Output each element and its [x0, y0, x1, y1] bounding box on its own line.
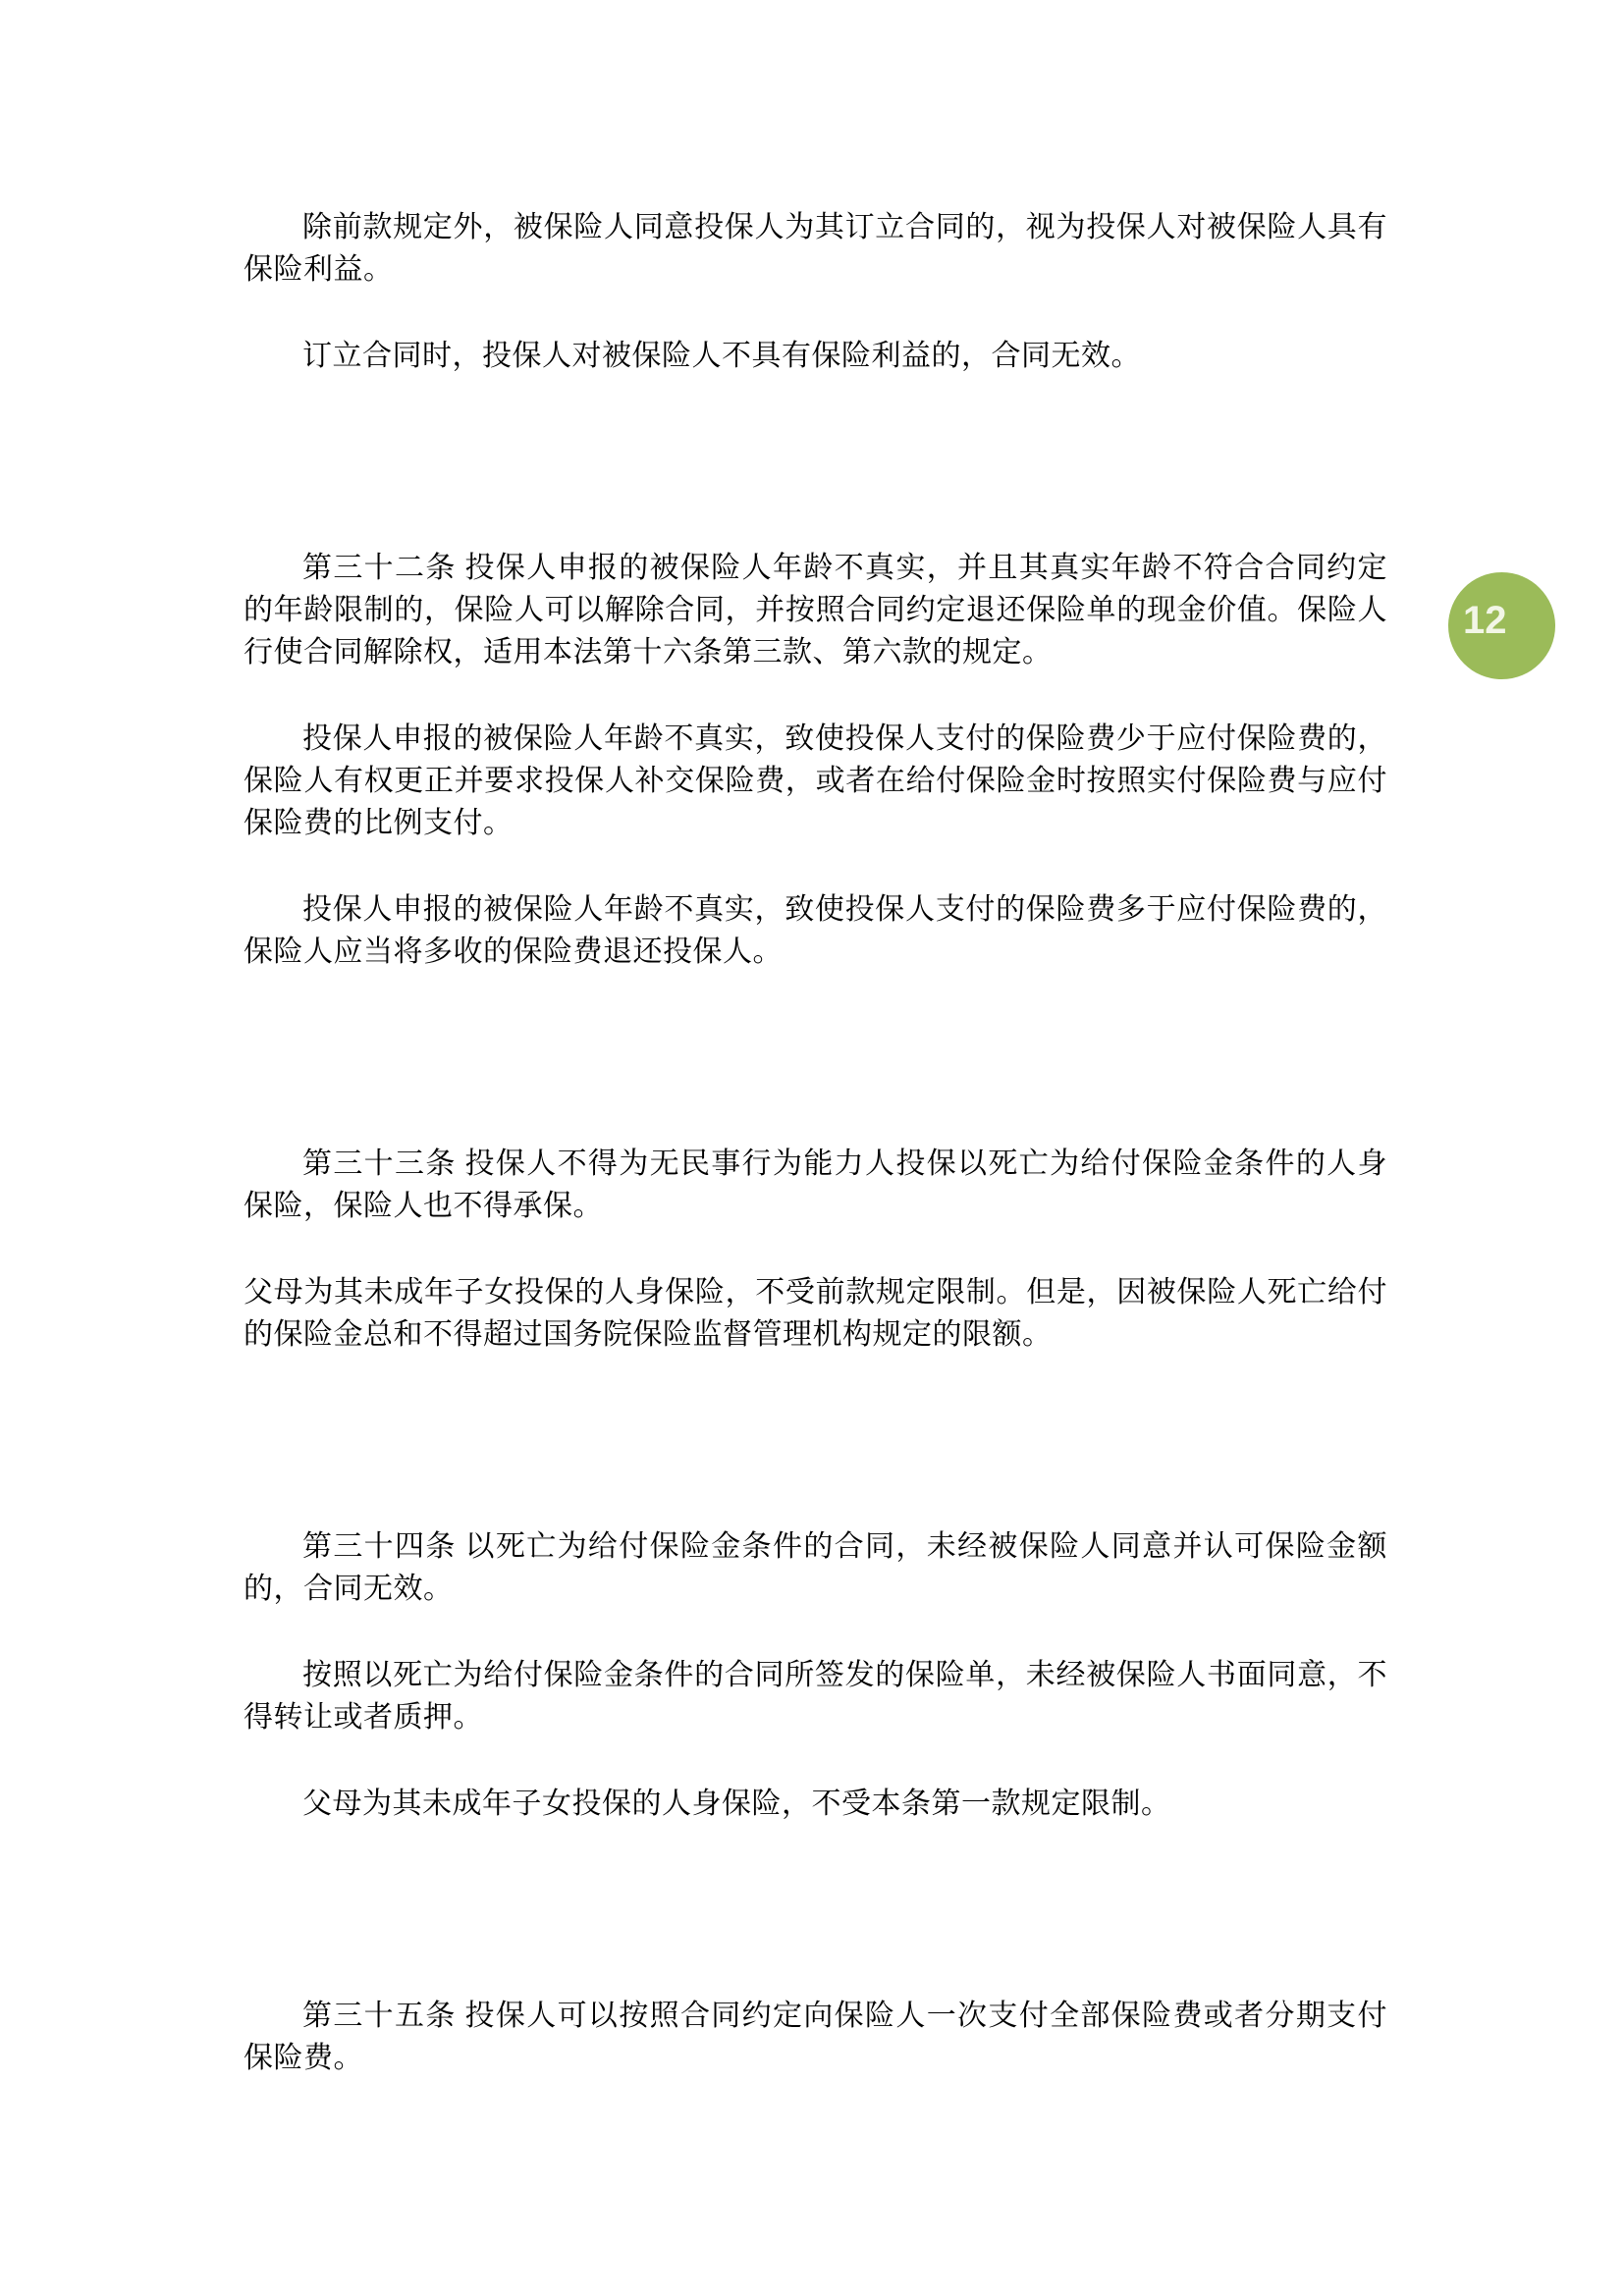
- paragraph-article-33: 第三十三条 投保人不得为无民事行为能力人投保以死亡为给付保险金条件的人身保险，保险人也不得承保。: [244, 1148, 1387, 1222]
- section-gap: [244, 1869, 1387, 1995]
- section-gap: [244, 1400, 1387, 1525]
- section-gap: [244, 421, 1387, 547]
- paragraph-policy-transfer-pledge: 按照以死亡为给付保险金条件的合同所签发的保险单，未经被保险人书面同意，不得转让或者质押。: [244, 1659, 1387, 1734]
- paragraph-parents-minor-children: 父母为其未成年子女投保的人身保险，不受前款规定限制。但是，因被保险人死亡给付的保险金总和不得超过国务院保险监督管理机构规定的限额。: [244, 1276, 1387, 1351]
- paragraph-insurable-interest-deemed: 除前款规定外，被保险人同意投保人为其订立合同的，视为投保人对被保险人具有保险利益。: [244, 211, 1387, 286]
- paragraph-age-misstated-overpaid: 投保人申报的被保险人年龄不真实，致使投保人支付的保险费多于应付保险费的，保险人应当将多收的保险费退还投保人。: [244, 893, 1387, 968]
- paragraph-article-35: 第三十五条 投保人可以按照合同约定向保险人一次支付全部保险费或者分期支付保险费。: [244, 2000, 1387, 2074]
- paragraph-parents-exception: 父母为其未成年子女投保的人身保险，不受本条第一款规定限制。: [302, 1788, 1171, 1820]
- paragraph-article-32: 第三十二条 投保人申报的被保险人年龄不真实，并且其真实年龄不符合合同约定的年龄限制的，保险人可以解除合同，并按照合同约定退还保险单的现金价值。保险人行使合同解除权，适用本法第十六条第三款、第六款的规定。: [244, 552, 1387, 668]
- paragraph-article-34: 第三十四条 以死亡为给付保险金条件的合同，未经被保险人同意并认可保险金额的，合同无效。: [244, 1530, 1387, 1605]
- page-number-badge: [1448, 572, 1555, 679]
- paragraph-contract-void-no-interest: 订立合同时，投保人对被保险人不具有保险利益的，合同无效。: [302, 340, 1141, 372]
- section-gap: [244, 1017, 1387, 1143]
- paragraph-age-misstated-underpaid: 投保人申报的被保险人年龄不真实，致使投保人支付的保险费少于应付保险费的，保险人有权更正并要求投保人补交保险费，或者在给付保险金时按照实付保险费与应付保险费的比例支付。: [244, 722, 1387, 839]
- page-number: 12: [1463, 599, 1507, 642]
